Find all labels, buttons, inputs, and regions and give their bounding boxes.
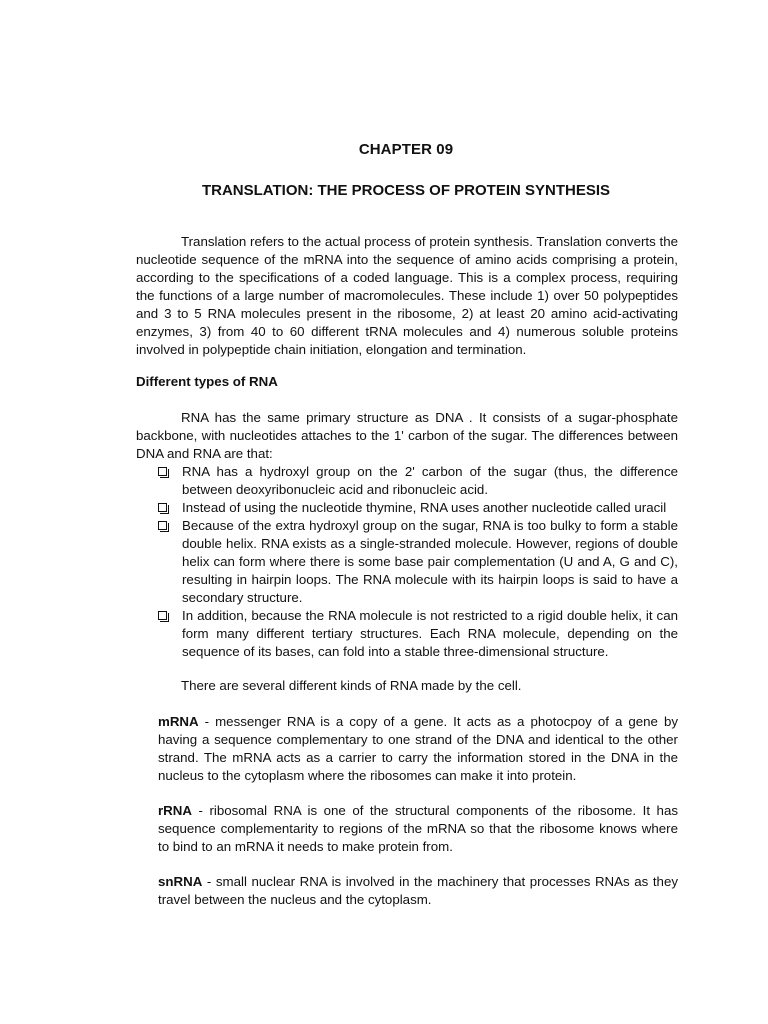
definition-term: rRNA — [158, 803, 192, 818]
list-item — [158, 499, 678, 517]
rna-paragraph: RNA has the same primary structure as DNA . It consists of a sugar-phosphate backbone, with nucleotides attaches to the 1' carbon of the sugar. The differences between DNA and RNA are that: — [136, 410, 678, 461]
definition-term: snRNA — [158, 874, 203, 889]
checkbox-bullet-icon — [158, 467, 167, 476]
definition-text: - ribosomal RNA is one of the structural components of the ribosome. It has sequence complementarity to regions of the mRNA so that the ribosome knows where to bind to an mRNA it needs to make protein from. — [158, 803, 678, 854]
list-item-text: RNA has a hydroxyl group on the 2' carbon of the sugar (thus, the difference between deoxyribonucleic acid and ribonucleic acid. — [182, 464, 678, 497]
intro-paragraph: Translation refers to the actual process of protein synthesis. Translation converts the nucleotide sequence of the mRNA into the sequence of amino acids comprising a protein, according to the specifications of a coded language. This is a complex process, requiring the functions of a large number of macromolecules. These include 1) over 50 polypeptides and 3 to 5 RNA molecules present in the ribosome, 2) at least 20 amino acid-activating enzymes, 3) from 40 to 60 different tRNA molecules and 4) numerous soluble proteins involved in polypeptide chain initiation, elongation and termination. — [136, 234, 678, 357]
section-heading: Different types of RNA — [136, 374, 278, 389]
list-item-text: Instead of using the nucleotide thymine, RNA uses another nucleotide called uracil — [182, 500, 667, 515]
checkbox-bullet-icon — [158, 503, 167, 512]
list-item-text: In addition, because the RNA molecule is not restricted to a rigid double helix, it can form many different tertiary structures. Each RNA molecule, depending on the sequence of its bases, can fold into a stable three-dimensional structure. — [182, 608, 678, 659]
definition-text: - messenger RNA is a copy of a gene. It acts as a photocpoy of a gene by having a sequence complementary to one strand of the DNA and identical to the other strand. The mRNA acts as a carrier to carry the information stored in the DNA in the nucleus to the cytoplasm where the ribosomes can make it into protein. — [158, 714, 678, 783]
list-item — [158, 607, 678, 661]
intro-paragraph-block — [136, 233, 678, 359]
list-item-text: Because of the extra hydroxyl group on the sugar, RNA is too bulky to form a stable double helix. RNA exists as a single-stranded molecule. However, regions of double helix can form where there is some base pair complementation (U and A, G and C), resulting in hairpin loops. The RNA molecule with its hairpin loops is said to have a secondary structure. — [182, 518, 678, 605]
definition-snrna — [158, 873, 678, 909]
rna-differences-list — [158, 463, 678, 661]
chapter-label: CHAPTER 09 — [358, 141, 454, 158]
checkbox-bullet-icon — [158, 521, 167, 530]
definition-mrna — [158, 713, 678, 785]
definition-text: - small nuclear RNA is involved in the machinery that processes RNAs as they travel between the nucleus and the cytoplasm. — [158, 874, 678, 907]
checkbox-bullet-icon — [158, 611, 167, 620]
list-item — [158, 463, 678, 499]
list-item — [158, 517, 678, 607]
definition-term: mRNA — [158, 714, 199, 729]
rna-paragraph-block — [136, 409, 678, 463]
chapter-title: TRANSLATION: THE PROCESS OF PROTEIN SYNTHESIS — [201, 182, 611, 199]
kinds-sentence: There are several different kinds of RNA made by the cell. — [181, 678, 522, 693]
definition-rrna — [158, 802, 678, 856]
